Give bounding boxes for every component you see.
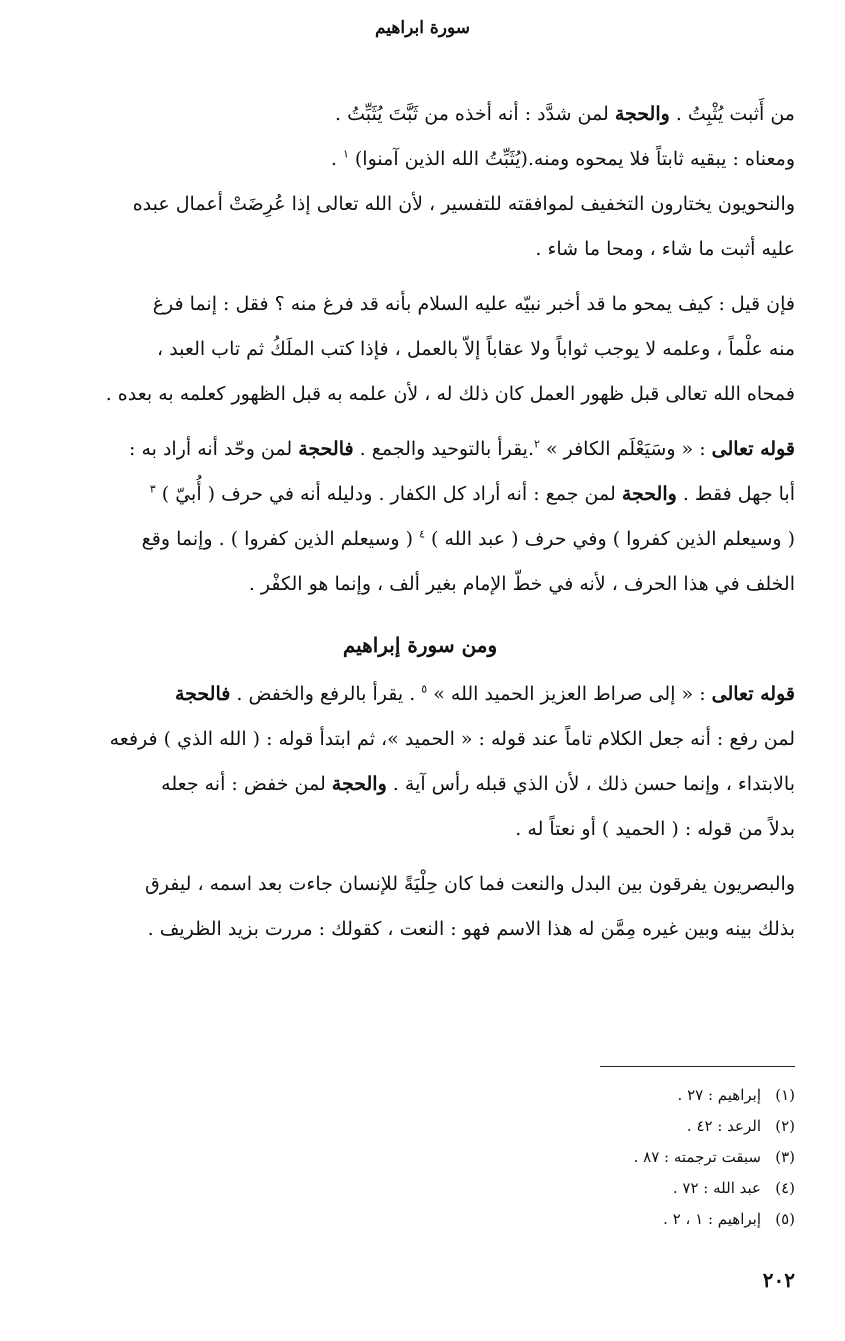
emphasis-text: والحجة — [614, 103, 670, 125]
footnote-number: (٤) — [775, 1179, 795, 1197]
text-segment: منه علْماً ، وعلمه لا يوجب ثواباً ولا عقاباً إلاّ بالعمل ، فإذا كتب الملَكُ ثم تاب العبد ، — [157, 338, 795, 360]
text-line — [45, 472, 795, 517]
emphasis-text: والحجة — [331, 773, 387, 795]
emphasis-text: والحجة — [621, 483, 677, 505]
paragraph — [45, 182, 795, 272]
footnote-text: عبد الله : ٧٢ . — [672, 1179, 761, 1197]
text-line — [45, 372, 795, 417]
text-line — [45, 562, 795, 607]
footnote-marker: ١ — [342, 147, 349, 161]
text-line — [45, 907, 795, 952]
text-line — [45, 862, 795, 907]
footnote-item — [495, 1080, 795, 1111]
text-line — [45, 327, 795, 372]
footnote-marker: ٣ — [149, 482, 156, 496]
text-line — [45, 807, 795, 852]
text-segment: : « إلى صراط العزيز الحميد الله » — [427, 683, 712, 705]
text-segment: لمن شدَّد : أنه أخذه من ثَبَّتَ يُثَبِّتُ . — [334, 103, 615, 125]
text-line — [45, 92, 795, 137]
text-segment: .يقرأ بالتوحيد والجمع . — [353, 438, 534, 460]
text-line — [45, 672, 795, 717]
footnote-text: الرعد : ٤٢ . — [686, 1117, 761, 1135]
page-number: ٢٠٢ — [762, 1268, 795, 1292]
paragraph — [45, 282, 795, 417]
text-line — [45, 762, 795, 807]
body-text — [45, 92, 795, 952]
footnote-number: (٣) — [775, 1148, 795, 1166]
emphasis-text: فالحجة — [174, 683, 231, 705]
text-segment: لمن وحّد أنه أراد به : — [129, 438, 299, 460]
footnote-marker: ٥ — [421, 682, 428, 696]
text-segment: بدلاً من قوله : ( الحميد ) أو نعتاً له . — [515, 818, 795, 840]
footnote-item — [495, 1111, 795, 1142]
footnote-marker: ٢ — [533, 437, 540, 451]
running-header: سورة ابراهيم — [374, 18, 471, 38]
text-line — [45, 717, 795, 762]
text-segment: فإن قيل : كيف يمحو ما قد أخبر نبيّه عليه السلام بأنه قد فرغ منه ؟ فقل : إنما فرغ — [152, 293, 795, 315]
text-segment: لمن رفع : أنه جعل الكلام تاماً عند قوله : « الحميد »، ثم ابتدأ قوله : ( الله الذي ) فرفعه — [109, 728, 795, 750]
text-segment: ( وسيعلم الذين كفروا ) . وإنما وقع — [141, 528, 420, 550]
text-segment: من أَثبت يُثْبِتُ . — [669, 103, 795, 125]
footnote-marker: ٤ — [419, 527, 425, 541]
footnote-number: (٥) — [775, 1210, 795, 1228]
footnote-number: (١) — [775, 1086, 795, 1104]
text-segment: أبا جهل فقط . — [676, 483, 795, 505]
footnote-item — [495, 1142, 795, 1173]
section-heading: ومن سورة إبراهيم — [342, 633, 498, 657]
emphasis-text: فالحجة — [298, 438, 354, 460]
section-paragraphs — [45, 672, 795, 952]
text-segment: . يقرأ بالرفع والخفض . — [230, 683, 422, 705]
text-segment: والبصريون يفرقون بين البدل والنعت فما كان حِلْيَةً للإنسان جاءت بعد اسمه ، ليفرق — [145, 873, 795, 895]
paragraph — [45, 862, 795, 952]
text-segment: بذلك بينه وبين غيره مِمَّن له هذا الاسم فهو : النعت ، كقولك : مررت بزيد الظريف . — [147, 918, 795, 940]
paragraph — [45, 92, 795, 182]
paragraph — [45, 427, 795, 607]
footnote-text: سبقت ترجمته : ٨٧ . — [633, 1148, 761, 1166]
text-segment: عليه أثبت ما شاء ، ومحا ما شاء . — [535, 238, 795, 260]
footnote-text: إبراهيم : ٢٧ . — [677, 1086, 761, 1104]
footnotes — [495, 1080, 795, 1235]
text-line — [45, 517, 795, 562]
text-segment: ومعناه : يبقيه ثابتاً فلا يمحوه ومنه.(يُثَبِّتُ الله الذين آمنوا) — [348, 148, 795, 170]
footnote-divider — [600, 1066, 795, 1067]
text-line — [45, 182, 795, 227]
text-line — [45, 227, 795, 272]
text-line — [45, 137, 795, 182]
text-line — [45, 427, 795, 472]
text-segment: فمحاه الله تعالى قبل ظهور العمل كان ذلك له ، لأن علمه به قبل الظهور كعلمه به بعده . — [105, 383, 795, 405]
paragraph — [45, 672, 795, 852]
emphasis-text: قوله تعالى — [711, 683, 795, 705]
text-segment: بالابتداء ، وإنما حسن ذلك ، لأن الذي قبله رأس آية . — [386, 773, 795, 795]
text-segment: الخلف في هذا الحرف ، لأنه في خطّ الإمام بغير ألف ، وإنما هو الكفْر . — [248, 573, 795, 595]
text-segment: ( وسيعلم الذين كفروا ) وفي حرف ( عبد الله ) — [424, 528, 795, 550]
text-segment: : « وسَيَعْلَم الكافر » — [539, 438, 712, 460]
text-segment: والنحويون يختارون التخفيف لموافقته للتفسير ، لأن الله تعالى إذا عُرِضَتْ أعمال عبده — [132, 193, 795, 215]
main-paragraphs — [45, 92, 795, 607]
footnote-item — [495, 1204, 795, 1235]
text-line — [45, 282, 795, 327]
text-segment: . — [330, 148, 343, 170]
text-segment: لمن جمع : أنه أراد كل الكفار . ودليله أنه في حرف ( أُبيّ ) — [155, 483, 622, 505]
footnote-number: (٢) — [775, 1117, 795, 1135]
emphasis-text: قوله تعالى — [711, 438, 795, 460]
text-segment: لمن خفض : أنه جعله — [161, 773, 332, 795]
footnote-item — [495, 1173, 795, 1204]
footnote-text: إبراهيم : ١ ، ٢ . — [663, 1210, 761, 1228]
